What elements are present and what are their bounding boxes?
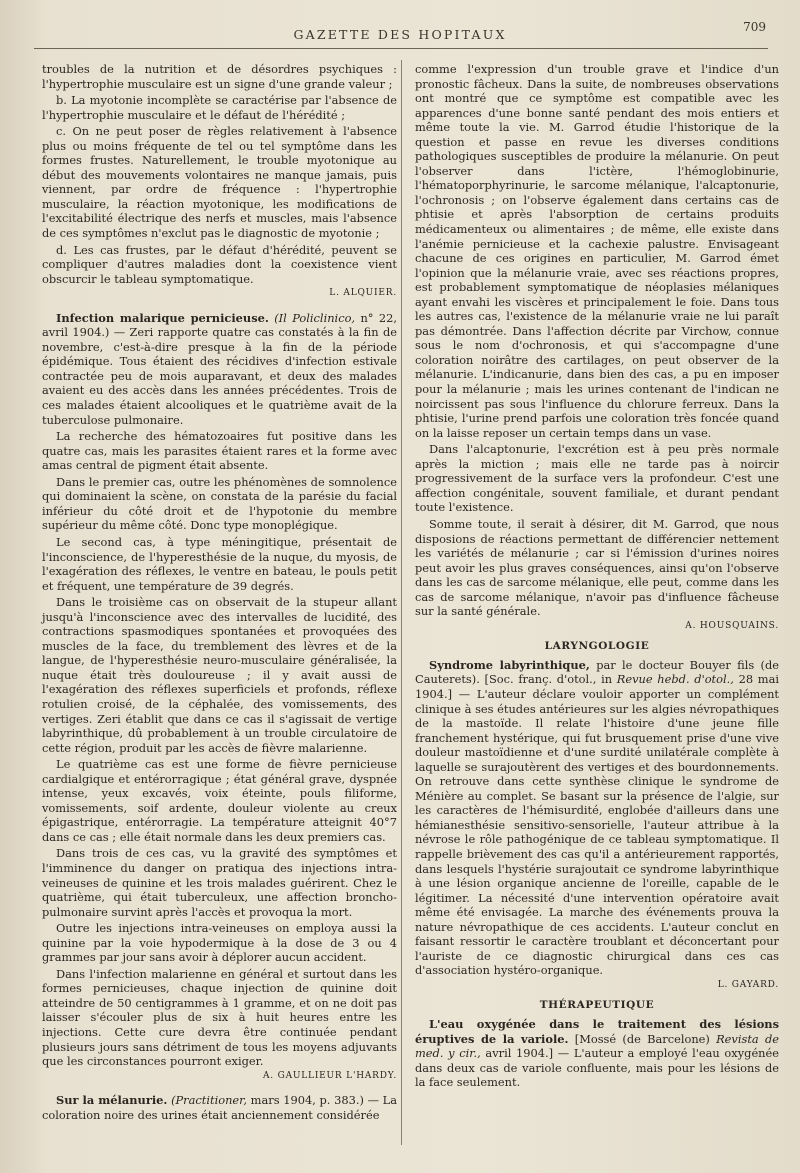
- paragraph: Dans le troisième cas on observait de la stupeur allant jusqu'à l'inconscience avec des intervalles de lucidité, des contractions spasmodiques spontanées et provoquées des muscles de la face, du tremblement des lèvres et de la langue, de l'hyperesthésie neuro-musculaire généralisée, la nuque était très douloureuse ; il y avait aussi de l'exagération des réflexes superficiels et profonds, réflexe rotulien croisé, de la céphalée, des vomissements, des vertiges. Zeri établit que dans ce cas il s'agissait de vertige labyrinthique, dû probablement à un trouble circulatoire de cette région, produit par les accès de fièvre malarienne.: [42, 595, 397, 755]
- author-signature: L. ALQUIER.: [329, 288, 397, 299]
- article-text: 28 mai 1904.] — L'auteur déclare vouloir apporter un complément clinique à ses études antérieures sur les algies névropathiques de la mastoïde. Il relate l'histoire d'une jeune fille franchement hystérique, qui fut brusquement prise d'une vive douleur mastoïdienne et d'une surdité unilatérale complète à laquelle se surajoutèrent des vertiges et des bourdonnements. On retrouve dans cette synthèse clinique le syndrome de Ménière au complet. Se basant sur la présence de l'algie, sur les caractères de l'hémisurdité, englobée d'ailleurs dans une hémianesthésie sensitivo-sensorielle, l'auteur attribue à la névrose le rôle pathogénique de ce tableau symptomatique. Il rappelle brièvement des cas qu'il a antérieurement rapportés, dans lesquels l'hystérie surajoutait ce syndrome labyrinthique à une lésion organique ancienne de l'oreille, capable de le légitimer. La nécessité d'une intervention opératoire avait même été envisagée. La marche des événements prouva la nature névropathique de ces accidents. L'auteur conclut en faisant ressortir le caractère troublant et déconcertant pour l'auriste de ce diagnostic chirurgical dans ces cas d'association hystéro-organique.: [415, 672, 780, 978]
- article-title: Sur la mélanurie.: [56, 1093, 168, 1108]
- page-number: 709: [743, 20, 766, 34]
- paragraph: troubles de la nutrition et de désordres psychiques : l'hypertrophie musculaire est un signe d'une grande valeur ;: [42, 62, 397, 91]
- paragraph: [42, 243, 397, 301]
- article-text: par le docteur Bouyer fils (de Cauterets). [Soc. franç. d'otol., in: [415, 657, 779, 687]
- article-intro: [42, 1093, 397, 1122]
- article-title: Infection malarique pernicieuse.: [56, 310, 269, 325]
- paragraph: [415, 517, 779, 633]
- paragraph: [42, 967, 397, 1083]
- journal-reference: Revista de med. y cir.,: [415, 1031, 779, 1061]
- section-heading: LARYNGOLOGIE: [544, 640, 650, 653]
- paragraph: Dans le premier cas, outre les phénomènes de somnolence qui dominaient la scène, on constata de la parésie du facial inférieur du côté droit et de l'hypotonie du membre supérieur du même côté. Donc type monoplégique.: [42, 474, 397, 533]
- author-signature: L. GAYARD.: [717, 979, 779, 990]
- article-intro: [415, 658, 779, 993]
- paragraph: comme l'expression d'un trouble grave et l'indice d'un pronostic fâcheux. Dans la suite, de nombreuses observations ont montré que ce symptôme est compatible avec les apparences d'une bonne santé pendant des mois entiers et même toute la vie. M. Garrod étudie l'historique de la question et passe en revue les diverses conditions pathologiques susceptibles de produire la mélanurie. On peut l'observer dans l'ictère, l'hémoglobinurie, l'hématoporphyrinurie, le sarcome mélanique, l'alcaptonurie, l'ochronosis ; on l'observe également dans certains cas de phtisie et après l'absorption de certains produits médicamenteux ou alimentaires ; de même, elle existe dans l'anémie pernicieuse et la cachexie palustre. Envisageant chacune de ces origines en particulier, M. Garrod émet l'opinion que la mélanurie vraie, avec ses réactions propres, est probablement symptomatique de néoplasies mélaniques ayant envahi les viscères et principalement le foie. Dans tous les autres cas, l'existence de la mélanurie vraie ne lui paraît pas démontrée. Dans l'affection décrite par Virchow, connue sous le nom d'ochronosis, et qui s'accompagne d'une coloration noirâtre des cartilages, on peut observer de la mélanurie. L'indicanurie, dans bien des cas, a pu en imposer pour la mélanurie ; mais les urines contenant de l'indican ne noircissent pas sous l'influence du chlorure ferreux. Dans la phtisie, l'urine prend parfois une coloration très foncée quand on la laisse reposer un certain temps dans un vase.: [415, 62, 779, 440]
- article-intro: [415, 1017, 779, 1090]
- journal-reference: (Il Policlinico,: [274, 310, 356, 325]
- article-text: n° 22, avril 1904.) — Zeri rapporte quatre cas constatés à la fin de novembre, c'est-à-dire presque à la fin de la période épidémique. Tous étaient des récidives d'infection estivale contractée peu de mois auparavant, et deux des malades avaient eu des accès dans les années précédentes. Trois de ces malades étaient alcooliques et le quatrième avait de la tuberculose pulmonaire.: [42, 310, 397, 427]
- author-signature: A. HOUSQUAINS.: [685, 620, 779, 631]
- paragraph: c. On ne peut poser de règles relativement à l'absence plus ou moins fréquente de tel ou tel symptôme dans les formes frustes. Naturellement, le trouble myotonique au début des mouvements volontaires ne manque jamais, puis viennent, par ordre de fréquence : l'hypertrophie musculaire, la réaction myotonique, les modifications de l'excitabilité électrique des nerfs et muscles, mais l'absence de ces symptômes n'exclut pas le diagnostic de myotonie ;: [42, 124, 397, 241]
- article-text: [Mossé (de Barcelone): [574, 1031, 710, 1046]
- paragraph-text: Somme toute, il serait à désirer, dit M. Garrod, que nous disposions de réactions permettant de différencier nettement les variétés de mélanurie ; car si l'émission d'urines noires peut avoir les plus graves conséquences, ainsi qu'on l'observe dans les cas de sarcome mélanique, elle peut, comme dans les cas de sarcome mélanique, n'avoir pas d'influence fâcheuse sur la santé générale.: [415, 516, 779, 619]
- paragraph-text: d. Les cas frustes, par le défaut d'hérédité, peuvent se compliquer d'autres maladies dont la coexistence vient obscurcir le tableau symptomatique.: [42, 242, 397, 286]
- article-text: mars 1904, p. 383.) — La coloration noire des urines était anciennement considérée: [42, 1093, 398, 1122]
- column-divider: [401, 60, 402, 1145]
- paragraph: Le second cas, à type méningitique, présentait de l'inconscience, de l'hyperesthésie de la nuque, du myosis, de l'exagération des réflexes, le ventre en bateau, le pouls petit et fréquent, une température de 39 degrés.: [42, 534, 397, 593]
- paragraph: Le quatrième cas est une forme de fièvre pernicieuse cardialgique et entérorragique ; état général grave, dyspnée intense, yeux excavés, voix éteinte, pouls filiforme, vomissements, soif ardente, douleur violente au creux épigastrique, entérorragie. La température atteignit 40°7 dans ce cas ; elle était normale dans les deux premiers cas.: [42, 757, 397, 844]
- paragraph: b. La myotonie incomplète se caractérise par l'absence de l'hypertrophie musculaire et le défaut de l'hérédité ;: [42, 93, 397, 122]
- author-signature: A. GAULLIEUR L'HARDY.: [262, 1070, 397, 1081]
- paragraph: Dans l'alcaptonurie, l'excrétion est à peu près normale après la miction ; mais elle ne tarde pas à noircir progressivement de la surface vers la profondeur. C'est une affection congénitale, souvent familiale, et durant pendant toute l'existence.: [415, 442, 779, 515]
- paragraph-text: Dans l'infection malarienne en général et surtout dans les formes pernicieuses, chaque injection de quinine doit atteindre de 50 centigrammes à 1 gramme, et on ne doit pas laisser s'écouler plus de six à huit heures entre les injections. Cette cure devra être continuée pendant plusieurs jours sans détriment de tous les moyens adjuvants que les circonstances pourront exiger.: [42, 966, 397, 1069]
- paragraph: Dans trois de ces cas, vu la gravité des symptômes et l'imminence du danger on pratiqua des injections intra-veineuses de quinine et les trois malades guérirent. Chez le quatrième, qui était tuberculeux, une affection broncho-pulmonaire survint après l'accès et provoqua la mort.: [42, 846, 397, 919]
- section-heading: THÉRAPEUTIQUE: [539, 999, 655, 1012]
- left-column: [42, 62, 397, 1124]
- header-rule: [34, 48, 768, 49]
- journal-reference: (Practitioner,: [171, 1093, 247, 1108]
- right-column: [415, 62, 779, 1092]
- paragraph: La recherche des hématozoaires fut positive dans les quatre cas, mais les parasites étaient rares et la forme avec amas central de pigment était absente.: [42, 429, 397, 473]
- article-text: avril 1904.] — L'auteur a employé l'eau oxygénée dans deux cas de variole confluente, mais pour les lésions de la face seulement.: [415, 1046, 780, 1090]
- article-title: Syndrome labyrinthique,: [429, 657, 590, 672]
- journal-reference: Revue hebd. d'otol.,: [616, 672, 734, 687]
- journal-title: GAZETTE DES HOPITAUX: [293, 27, 507, 42]
- paragraph: Outre les injections intra-veineuses on employa aussi la quinine par la voie hypodermique à la dose de 3 ou 4 grammes par jour sans avoir à déplorer aucun accident.: [42, 921, 397, 965]
- article-title: L'eau oxygénée dans le traitement des lésions éruptives de la variole.: [415, 1017, 779, 1046]
- article-intro: [42, 311, 397, 427]
